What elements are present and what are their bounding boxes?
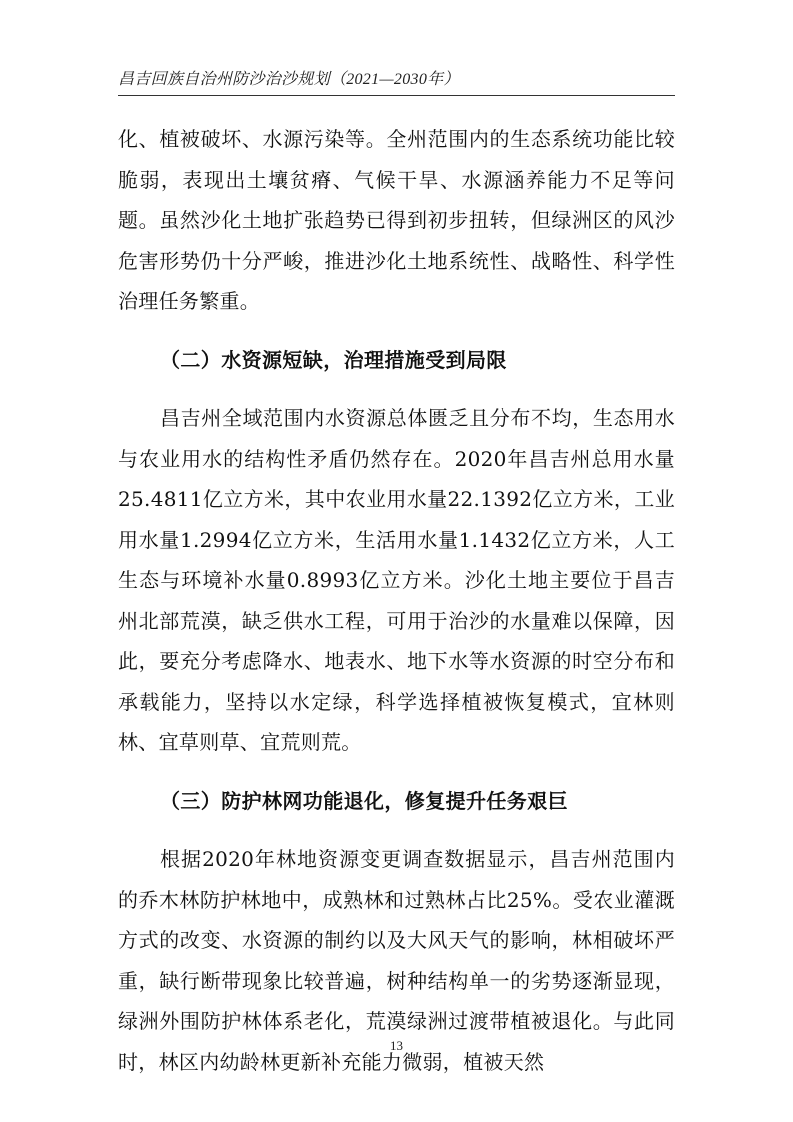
paragraph-water-resources: 昌吉州全域范围内水资源总体匮乏且分布不均，生态用水与农业用水的结构性矛盾仍然存在。2020年昌吉州总用水量25.4811亿立方米，其中农业用水量22.1392亿立方米，工业用水量1.2994亿立方米，生活用水量1.1432亿立方米，人工生态与环境补水量0.8993亿立方米。沙化土地主要位于昌吉州北部荒漠，缺乏供水工程，可用于治沙的水量难以保障，因此，要充分考虑降水、地表水、地下水等水资源的时空分布和承载能力，坚持以水定绿，科学选择植被恢复模式，宜林则林、宜草则草、宜荒则荒。 (118, 406, 675, 754)
spacer (118, 821, 675, 839)
section-heading-2: （二）水资源短缺，治理措施受到局限 (160, 347, 507, 372)
paragraph-continued: 化、植被破坏、水源污染等。全州范围内的生态系统功能比较脆弱，表现出土壤贫瘠、气候干旱、水源涵养能力不足等问题。虽然沙化土地扩张趋势已得到初步扭转，但绿洲区的风沙危害形势仍十分严峻，推进沙化土地系统性、战略性、科学性治理任务繁重。 (118, 127, 675, 313)
section-heading-3: （三）防护林网功能退化，修复提升任务艰巨 (160, 788, 568, 813)
running-header: 昌吉回族自治州防沙治沙规划（2021—2030年） (118, 71, 460, 88)
paragraph-shelterbelt: 根据2020年林地资源变更调查数据显示，昌吉州范围内的乔木林防护林地中，成熟林和过熟林占比25%。受农业灌溉方式的改变、水资源的制约以及大风天气的影响，林相破坏严重，缺行断带现象比较普遍，树种结构单一的劣势逐渐显现，绿洲外围防护林体系老化，荒漠绿洲过渡带植被退化。与此同时，林区内幼龄林更新补充能力微弱，植被天然 (118, 847, 675, 1074)
document-body (118, 119, 675, 1082)
page-number: 13 (390, 1038, 403, 1053)
spacer (118, 763, 675, 781)
spacer (118, 380, 675, 398)
header-divider (118, 95, 675, 96)
spacer (118, 322, 675, 340)
